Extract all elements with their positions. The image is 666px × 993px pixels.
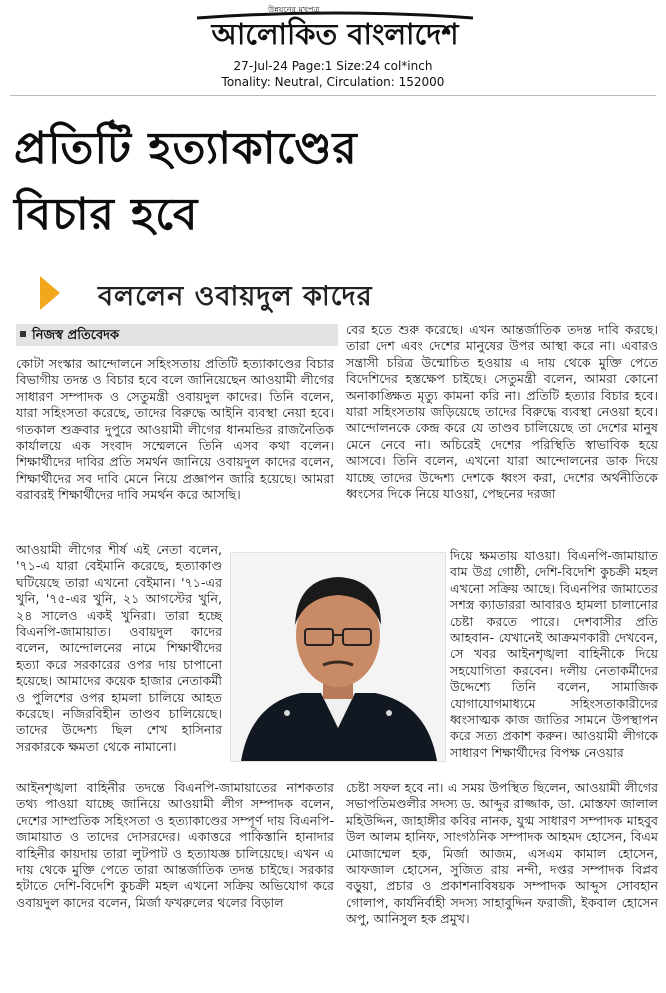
paragraph: দিয়ে ক্ষমতায় যাওয়া। বিএনপি-জামায়াত বাম উগ্র গোষ্ঠী, দেশি-বিদেশি কুচক্রী মহল এখনো সক্রিয় আছে। বিএনপির জামাতের সশস্ত্র ক্যাডাররা আবারও হামলা চালানোর চেষ্টা করতে পারে। দেশবাসীর প্রতি আহবান- যেখানেই আক্রমণকারী দেখবেন, সে খবর আইনশৃঙ্খলা বাহিনীকে দিয়ে সহযোগিতা করবেন। দলীয় নেতাকর্মীদের উদ্দেশ্যে তিনি বলেন, সামাজিক যোগাযোগমাধ্যমে সহিংসতাকারীদের ধ্বংসাত্মক কাজ জাতির সামনে উপস্থাপন করে সত্য প্রকাশ করুন। আওয়ামী লীগকে সাধারণ শিক্ষার্থীদের বিপক্ষ নেওয়ার [450, 548, 658, 760]
paragraph: আওয়ামী লীগের শীর্ষ এই নেতা বলেন, '৭১-এ যারা বেইমানি করেছে, হত্যাকাণ্ড ঘটিয়েছে তারা এখনো বেইমান। '৭১-এর খুনি, '৭৫-এর খুনি, ২১ আগস্টের খুনি, ২৪ সালেও একই খুনিরা। তারা হচ্ছে বিএনপি-জামায়াত। ওবায়দুল কাদের বলেন, আন্দোলনের নামে শিক্ষার্থীদের হত্যা করে সরকারের ওপর দায় চাপানো হয়েছে। আমাদের কয়েক হাজার নেতাকর্মী ও পুলিশের ওপর হামলা চালিয়ে আহত করেছে। নজিরবিহীন তাণ্ডব চালিয়েছে। তাদের উদ্দেশ্য ছিল শেখ হাসিনার সরকারকে ক্ষমতা থেকে নামানো। [16, 542, 222, 754]
body-column-2-top [346, 322, 658, 502]
clip-meta-line1: 27-Jul-24 Page:1 Size:24 col*inch [233, 59, 433, 73]
byline-bar [16, 324, 338, 346]
paragraph: বের হতে শুরু করেছে। এখন আন্তর্জাতিক তদন্ত দাবি করছে। তারা দেশ এবং দেশের মানুষের উপর আস্থা করে না। এবারও সন্ত্রাসী চরিত্র উন্মোচিত হওয়ায় এ দায় থেকে মুক্তি পেতে বিদেশিদের হস্তক্ষেপ চাইছে। সেতুমন্ত্রী বলেন, আমরা কোনো অনাকাঙ্ক্ষিত মৃত্যু কামনা করি না। প্রতিটি হত্যার বিচার হবে। যারা সহিংসতায় জড়িয়েছে তাদের বিরুদ্ধে ব্যবস্থা নেওয়া হবে। আন্দোলনকে কেন্দ্র করে যে তাণ্ডব চালিয়েছে তা দেশের মানুষ মেনে নেবে না। অচিরেই দেশের পরিস্থিতি স্বাভাবিক হয়ে আসবে। তিনি বলেন, এখনো যারা আন্দোলনের ডাক দিয়ে যাচ্ছে তাদের উদ্দেশ্য দেশকে ধ্বংস করা, দেশের অর্থনীতিকে ধ্বংসের দিকে নিয়ে যাওয়া, পেছনের দরজা [346, 322, 658, 502]
body-column-1-bottom [16, 780, 334, 911]
headline [14, 116, 358, 248]
paragraph: আইনশৃঙ্খলা বাহিনীর তদন্তে বিএনপি-জামায়াতের নাশকতার তথ্য পাওয়া যাচ্ছে জানিয়ে আওয়ামী লীগ সম্পাদক বলেন, দেশের সাম্প্রতিক সহিংসতা ও হত্যাকাণ্ডের সম্পূর্ণ দায় বিএনপি-জামায়াত ও তাদের দোসরদের। একাত্তরে পাকিস্তানি হানাদার বাহিনীর কায়দায় তারা লুটপাট ও হত্যাযজ্ঞ চালিয়েছে। এখন এ দায় থেকে মুক্তি পেতে তারা আন্তর্জাতিক তদন্ত চাইছে। সরকার হটাতে দেশি-বিদেশি কুচক্রী মহল এখনো সক্রিয় অভিযোগ করে ওবায়দুল কাদের বলেন, মির্জা ফখরুলের থলের বিড়াল [16, 780, 334, 910]
divider [10, 95, 656, 96]
body-column-2-wrap [450, 548, 658, 761]
body-column-1-wrap [16, 542, 222, 755]
byline: নিজস্ব প্রতিবেদক [32, 328, 120, 343]
paragraph: কোটা সংস্কার আন্দোলনে সহিংসতায় প্রতিটি হত্যাকাণ্ডের বিচার বিভাগীয় তদন্ত ও বিচার হবে বলে জানিয়েছেন আওয়ামী লীগের সাধারণ সম্পাদক ও সেতুমন্ত্রী ওবায়দুল কাদের। তিনি বলেন, যারা সহিংসতা করেছে, তাদের বিরুদ্ধে আইনি ব্যবস্থা নেয়া হবে। গতকাল শুক্রবার দুপুরে আওয়ামী লীগের ধানমন্ডির রাজনৈতিক কার্যালয়ে এক সংবাদ সম্মেলনে তিনি এসব কথা বলেন। শিক্ষার্থীদের দাবির প্রতি সমর্থন জানিয়ে ওবায়দুল কাদের বলেন, শিক্ষার্থীদের সব দাবি মেনে নিয়ে প্রজ্ঞাপন জারি হয়েছে। আমরা বরাবরই শিক্ষার্থীদের দাবি সমর্থন করে আসছি। [16, 356, 334, 503]
newspaper-name: আলোকিত বাংলাদেশ [211, 17, 459, 51]
square-bullet-icon [20, 331, 26, 337]
masthead-tagline: উন্নয়নের মুখপত্র [268, 5, 320, 14]
newspaper-logo [195, 8, 475, 52]
subheadline: বললেন ওবায়দুল কাদের [98, 281, 373, 312]
body-column-2-bottom [346, 780, 658, 928]
paragraph: চেষ্টা সফল হবে না। এ সময় উপস্থিত ছিলেন, আওয়ামী লীগের সভাপতিমণ্ডলীর সদস্য ড. আব্দুর রাজ্জাক, ডা. মোস্তফা জালাল মহিউদ্দিন, জাহাঙ্গীর কবির নানক, যুগ্ম সাধারণ সম্পাদক মাহবুব উল আলম হানিফ, সাংগঠনিক সম্পাদক আহমদ হোসেন, বিএম মোজাম্মেল হক, মির্জা আজম, এসএম কামাল হোসেন, আফজাল হোসেন, সুজিত রায় নন্দী, দপ্তর সম্পাদক বিপ্লব বড়ুয়া, প্রচার ও প্রকাশনাবিষয়ক সম্পাদক আব্দুস সোবহান গোলাপ, কার্যনির্বাহী সদস্য সাহাবুদ্দিন ফরাজী, ইকবাল হোসেন অপু, আনিসুল হক প্রমুখ। [346, 780, 658, 927]
headline-line-1: প্রতিটি হত্যাকাণ্ডের [14, 123, 358, 174]
body-column-1-top [16, 356, 334, 504]
portrait-photo [230, 552, 446, 762]
clip-meta-line2: Tonality: Neutral, Circulation: 152000 [221, 75, 445, 89]
headline-line-2: বিচার হবে [14, 189, 199, 240]
play-arrow-icon [40, 276, 60, 310]
